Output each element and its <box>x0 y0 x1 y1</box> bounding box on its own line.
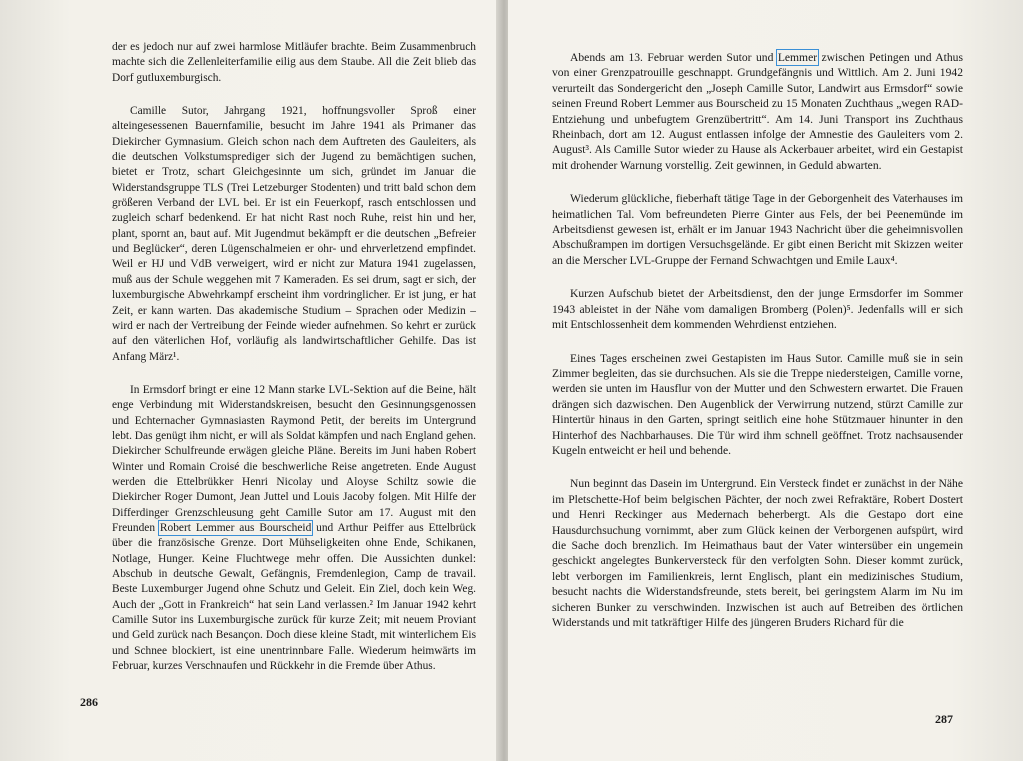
paragraph-text: der es jedoch nur auf zwei harmlose Mitläufer brachte. Beim Zusammenbruch machte sich die Zellenleiterfamilie eilig aus dem Staube. All die Zeit blieb das Dorf gutluxemburgisch. <box>112 41 476 84</box>
paragraph-text: In Ermsdorf bringt er eine 12 Mann starke LVL-Sektion auf die Beine, hält enge Verbindung mit Widerstandskreisen, besucht den Gesinnungsgenossen und Echternacher Gymnasiasten Raymond Petit, der bereits im Untergrund lebt. Das genügt ihm nicht, er will als Soldat kämpfen und nach England gehen. Diekircher Schulfreunde erwägen gleiche Pläne. Bereits im Juni haben Robert Winter und Romain Croisé die beschwerliche Reise angetreten. Ende August werden die Ettelbrükker Henri Nicolay und Aloyse Schiltz sowie die Diekircher Roger Dumont, Jean Juttel und Louis Jacoby folgen. Mit Hilfe der Differdinger Grenzschleusung geht Camille Sutor am 17. August mit den Freunden <box>112 383 476 534</box>
paragraph <box>552 191 963 268</box>
paragraph-text: zwischen Petingen und Athus von einer Grenzpatrouille geschnappt. Grundgefängnis und Wittlich. Am 2. Juni 1942 verurteilt das Sondergericht den „Joseph Camille Sutor, Landwirt aus Ermsdorf“ sowie seinen Freund Robert Lemmer aus Bourscheid zu 15 Monaten Zuchthaus „wegen RAD-Entziehung und unbefugtem Grenzübertritt“. Am 14. Juni Transport ins Zuchthaus Rheinbach, dort am 12. August entlassen infolge der Amnestie des Gauleiters vom 2. August³. Als Camille Sutor wieder zu Hause als Ackerbauer arbeitet, wird ein Gestapist mit drohender Warnung vorstellig. Zeit gewinnen, in Geduld abwarten. <box>552 51 963 172</box>
paragraph <box>112 104 476 365</box>
paragraph-text: Eines Tages erscheinen zwei Gestapisten im Haus Sutor. Camille muß sie in sein Zimmer begleiten, das sie durchsuchen. Als sie die Treppe niedersteigen, Camille vorne, werden sie unten im Hausflur von der Mutter und den Schwestern erwartet. Die Frauen drängen sich dazwischen. Den Augenblick der Verwirrung nutzend, stürzt Camille zur Hintertür hinaus in den Garten, springt seitlich eine hohe Stützmauer hinunter in den Hinterhof des Nachbarhauses. Die Tür wird ihm schnell geöffnet. Trotz nachsausender Kugeln entweicht er heil und behende. <box>552 351 963 457</box>
paragraph <box>552 286 963 332</box>
right-page <box>508 0 1023 761</box>
paragraph-text: Kurzen Aufschub bietet der Arbeitsdienst, den der junge Ermsdorfer im Sommer 1943 ableistet in der Nähe vom damaligen Bromberg (Polen)⁵. Jedenfalls will er sich mit Entschlossenheit dem kommenden Wehrdienst entziehen. <box>552 287 963 332</box>
page-number: 286 <box>80 695 98 709</box>
left-page <box>0 0 504 761</box>
paragraph <box>552 351 963 459</box>
paragraph <box>552 50 963 173</box>
paragraph <box>112 383 476 675</box>
highlighted-word: Lemmer <box>777 51 818 64</box>
highlighted-phrase: Robert Lemmer aus Bourscheid <box>159 521 312 534</box>
paragraph-text: Nun beginnt das Dasein im Untergrund. Ein Versteck findet er zunächst in der Nähe im Pletschette-Hof beim belgischen Pächter, der noch zwei Refraktäre, Robert Dostert und Henri Reckinger aus Medernach beherbergt. Als die Gestapo dort eine Hausdurchsuchung vornimmt, aber zum Glück keinen der Verborgenen aufspürt, wird die Sache doch brenzlich. Im Heimathaus baut der Vater wintersüber ein ungemein geschickt angelegtes Bunkerversteck für den verfolgten Sohn. Dieser kommt zurück, lebt verborgen im Familienkreis, lernt Englisch, plant ein medizinisches Studium, besucht nachts die Widerstandsfreunde, stets bereit, bei geringstem Alarm im Nu im sicheren Bunker zu verschwinden. Inzwischen ist auch auf Betreiben des örtlichen Widerstands und mit tatkräftiger Hilfe des jüngeren Bruders Richard für die <box>552 477 963 629</box>
paragraph-text: Camille Sutor, Jahrgang 1921, hoffnungsvoller Sproß einer alteingesessenen Bauernfamilie, besucht im Jahre 1941 als Primaner das Diekircher Gymnasium. Gleich schon nach dem Auftreten des Gauleiters, als die deutschen Volkstumsprediger sich der Jugend zu bemächtigen suchen, bietet er Trotz, schart Gleichgesinnte um sich, gründet im Januar die Widerstandsgruppe TLS (Trei Letzeburger Stodenten) und tritt bald schon dem größeren Verband der LVL bei. Er ist ein Feuerkopf, rasch entschlossen und zugleich scharf bedenkend. Er hat nicht Rast noch Ruhe, reist hin und her, plant, spornt an, baut auf. Mit Jugendmut bekämpft er die deutschen „Befreier und Beglücker“, deren Lügenschalmeien er ohr- und ehrverletzend empfindet. Weil er HJ und VdB verweigert, wird er nicht zur Matura 1941 zugelassen, muß aus der Schule weggehen mit 7 Kameraden. Es sei drum, sagt er sich, der luxemburgische Abwehrkampf erscheint ihm vordringlicher. Er ist jung, er hat Zeit, er kann warten. Das akademische Studium – Sprachen oder Medizin – wird er nach der Vertreibung der Feinde wieder aufnehmen. So kehrt er zurück auf den väterlichen Hof, vorläufig als landwirtschaftlicher Gehilfe. Das ist Anfang März¹. <box>112 105 476 363</box>
paragraph <box>112 40 476 86</box>
paragraph-text: Abends am 13. Februar werden Sutor und <box>570 51 778 64</box>
paragraph-text: Wiederum glückliche, fieberhaft tätige Tage in der Geborgenheit des Vaterhauses im heimatlichen Tal. Vom befreundeten Pierre Ginter aus Fels, der bei Peenemünde im Arbeitsdienst gewesen ist, erhält er im Januar 1943 Nachricht über die geheimnisvollen Abschußrampen im dortigen Versuchsgelände. Er gibt einen Bericht mit Skizzen weiter an die Merscher LVL-Gruppe der Fernand Schwachtgen und Emile Laux⁴. <box>552 192 963 267</box>
paragraph <box>552 476 963 630</box>
page-number: 287 <box>935 712 953 726</box>
paragraph-text: und Arthur Peiffer aus Ettelbrück über die französische Grenze. Dort Mühseligkeiten ohne Ende, Schikanen, Notlage, Hunger. Keine Fluchtwege mehr offen. Die Aussichten dunkel: Abschub in deutsche Gewalt, Gefängnis, Fremdenlegion, Camp de travail. Beste Luxemburger Jugend ohne Schutz und Geleit. Ein Ziel, doch kein Weg. Auch der „Gott in Frankreich“ hat sein Land verlassen.² Im Januar 1942 kehrt Camille Sutor ins Luxemburgische zurück für kurze Zeit; mit neuem Proviant und Geld zurück nach Besançon. Doch diese kleine Stadt, mit winterlichem Eis und Schnee blockiert, ist eine unentrinnbare Falle. Wiederum heimwärts im Februar, kurzes Verschnaufen und Rückkehr in die Fremde über Athus. <box>112 521 476 673</box>
